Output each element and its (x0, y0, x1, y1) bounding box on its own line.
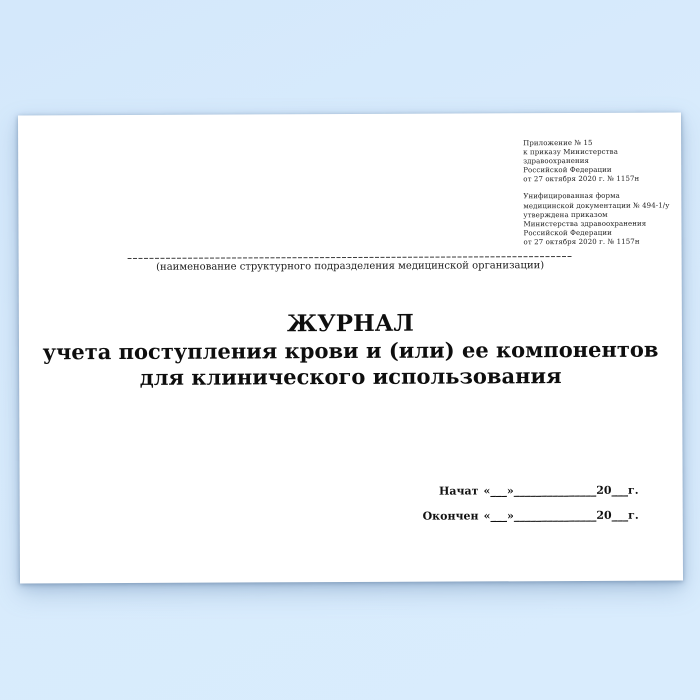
unified-form-reference (523, 192, 681, 247)
journal-title-line2: учета поступления крови и (или) ее компонентов (42, 336, 659, 365)
reference-line: от 27 октября 2020 г. № 1157н (523, 237, 640, 247)
reference-line: Российской Федерации (523, 228, 612, 238)
journal-title-line1: ЖУРНАЛ (286, 309, 414, 338)
organization-name-blank-line (128, 249, 573, 259)
regulatory-reference-block (523, 139, 681, 248)
journal-title (19, 309, 682, 392)
reference-line: Унифицированная форма (523, 192, 620, 201)
reference-line: Приложение № 15 (523, 138, 593, 148)
appendix-reference (523, 139, 681, 185)
organization-name-caption: (наименование структурного подразделения медицинской организации) (156, 260, 545, 273)
reference-line: от 27 октября 2020 г. № 1157н (523, 175, 640, 184)
journal-title-line3: для клинического использования (139, 363, 562, 390)
date-started-blank: «___»_______________20___г. (483, 483, 639, 498)
reference-line: медицинской документации № 494-1/у (523, 201, 670, 210)
date-started-label: Начат (438, 484, 479, 498)
reference-line: Российской Федерации (523, 166, 612, 175)
journal-cover-page (18, 113, 683, 584)
date-ended-label: Окончен (422, 509, 479, 523)
date-ended-blank: «___»_______________20___г. (483, 508, 639, 523)
date-ended-row (423, 509, 639, 523)
date-started-row (422, 484, 638, 498)
reference-line: к приказу Министерства здравоохранения (523, 147, 618, 166)
journal-dates-block (422, 484, 638, 535)
reference-line: утверждена приказом (523, 210, 608, 219)
organization-name-section (19, 249, 682, 274)
reference-line: Министерства здравоохранения (523, 219, 647, 228)
